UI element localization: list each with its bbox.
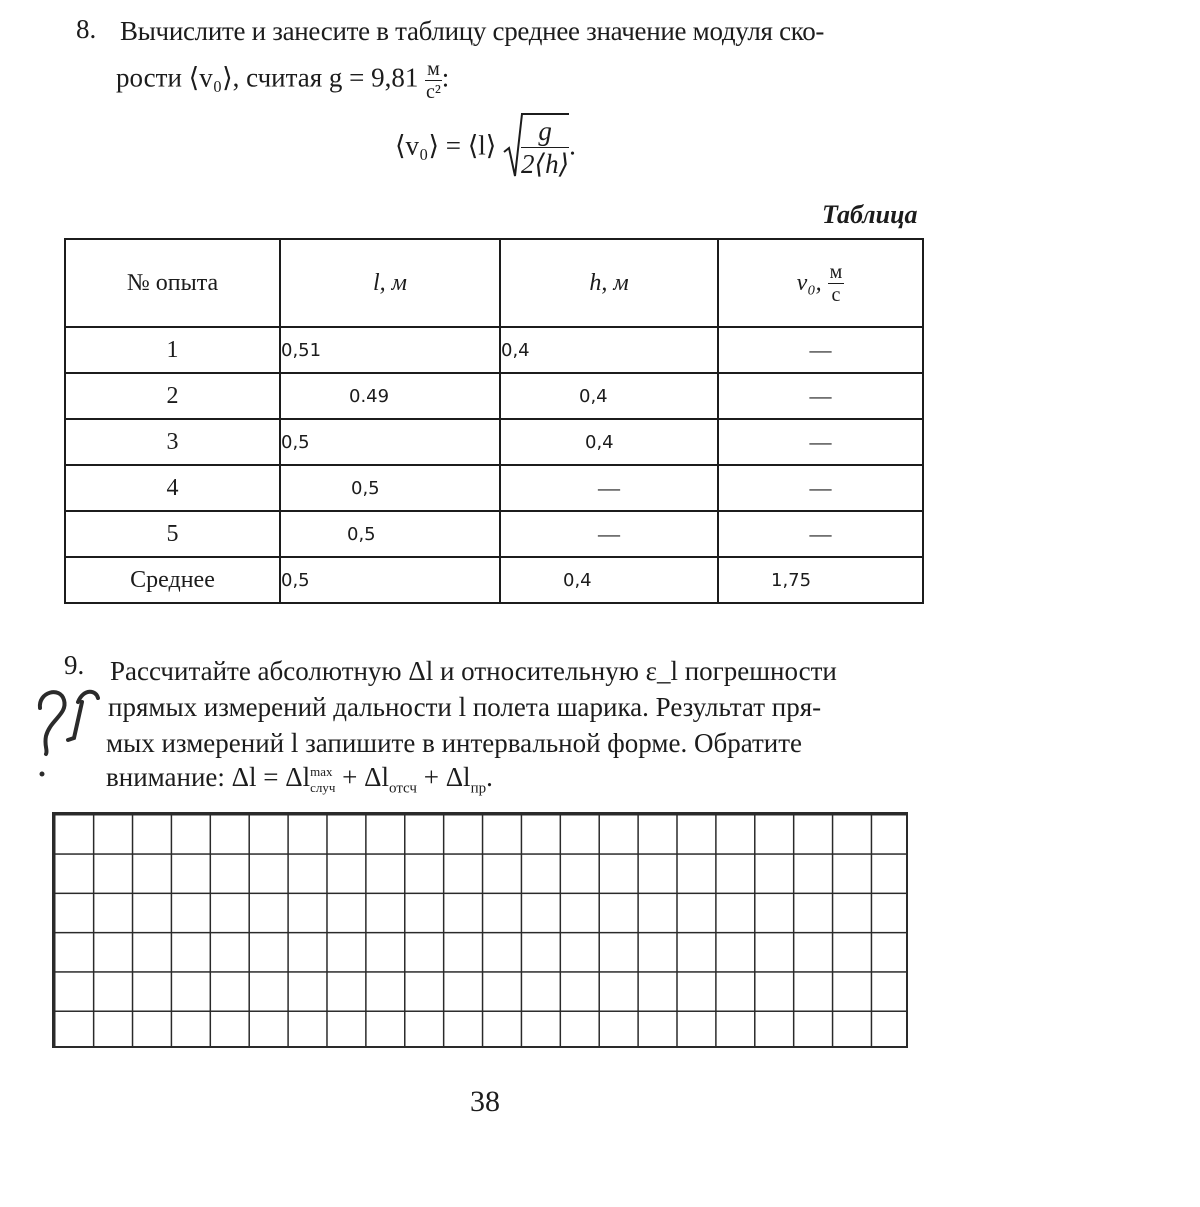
answer-grid: [52, 812, 908, 1048]
header-h-label: h, м: [589, 269, 629, 296]
sqrt-sign-icon: [503, 112, 523, 180]
header-v0: [718, 239, 923, 327]
header-v0-unit-num: м: [829, 260, 843, 283]
header-experiment-no-label: № опыта: [126, 269, 219, 296]
error-random-indices: [310, 764, 335, 796]
task-8-number: 8.: [76, 14, 97, 44]
task-8-colon: :: [441, 62, 450, 93]
plus-term-2: + Δl: [416, 762, 471, 792]
task-9-period: .: [486, 762, 493, 792]
cell-h-value: 0,4: [500, 419, 718, 465]
task-8-line-2-text: рости ⟨v₀⟩, считая g = 9,81: [116, 62, 419, 93]
cell-v0-value: —: [718, 511, 923, 557]
cell-v0-value: 1,75: [718, 557, 923, 603]
cell-v0-value: —: [718, 327, 923, 373]
formula-denominator: 2⟨h⟩: [521, 148, 570, 179]
table-row: [65, 419, 923, 465]
table-row: [65, 327, 923, 373]
table-row: [65, 557, 923, 603]
handwritten-question-mark-icon: [28, 680, 108, 780]
cell-l-value: 0.49: [280, 373, 500, 419]
formula-fraction: [521, 113, 569, 180]
cell-l-value: 0,5: [280, 511, 500, 557]
g-unit-denominator: с²: [426, 81, 441, 103]
velocity-formula: [395, 112, 576, 180]
sub-sluch: случ: [310, 779, 336, 795]
cell-experiment-no: 4: [65, 465, 280, 511]
cell-experiment-no: 2: [65, 373, 280, 419]
g-unit-fraction: [425, 58, 442, 103]
header-l: [280, 239, 500, 327]
header-v0-label: v₀,: [796, 269, 822, 296]
task-8-line-1: Вычислите и занесите в таблицу среднее значение модуля ско-: [120, 16, 825, 46]
cell-l-value: 0,5: [280, 465, 500, 511]
cell-h-value: 0,4: [500, 327, 718, 373]
sup-max: max: [310, 763, 333, 779]
task-9-line-1: Рассчитайте абсолютную Δl и относительную ε_l погрешности: [110, 656, 837, 686]
table-header-row: [65, 239, 923, 327]
task-9-line-3: мых измерений l запишите в интервальной форме. Обратите: [106, 728, 803, 758]
formula-numerator: g: [521, 115, 569, 148]
header-l-label: l, м: [373, 269, 407, 296]
results-table: [64, 238, 924, 604]
formula-period: .: [569, 130, 576, 161]
cell-experiment-no: Среднее: [65, 557, 280, 603]
task-9-number: 9.: [64, 650, 85, 680]
cell-experiment-no: 1: [65, 327, 280, 373]
cell-v0-value: —: [718, 373, 923, 419]
cell-experiment-no: 3: [65, 419, 280, 465]
formula-left: ⟨v₀⟩ = ⟨l⟩: [395, 130, 497, 161]
cell-h-value: 0,4: [500, 557, 718, 603]
header-experiment-no: [65, 239, 280, 327]
header-v0-unit-den: с: [831, 283, 841, 306]
table-row: [65, 465, 923, 511]
g-unit-numerator: м: [427, 58, 440, 80]
table-row: [65, 511, 923, 557]
sub-otsch: отсч: [389, 780, 417, 797]
header-h: [500, 239, 718, 327]
task-9-line-4-text: внимание: Δl = Δl: [106, 762, 311, 792]
cell-v0-value: —: [718, 465, 923, 511]
cell-l-value: 0,5: [280, 419, 500, 465]
cell-h-value: —: [500, 511, 718, 557]
plus-term-1: + Δl: [335, 762, 390, 792]
header-v0-unit: [828, 261, 845, 306]
task-9-line-4: [106, 760, 493, 806]
cell-v0-value: —: [718, 419, 923, 465]
cell-l-value: 0,5: [280, 557, 500, 603]
cell-experiment-no: 5: [65, 511, 280, 557]
cell-h-value: 0,4: [500, 373, 718, 419]
task-8-line-2: [116, 58, 449, 103]
table-caption: Таблица: [822, 200, 918, 229]
task-9-line-2: прямых измерений дальности l полета шарика. Результат пря-: [108, 692, 822, 722]
cell-h-value: —: [500, 465, 718, 511]
sub-pr: пр: [470, 780, 487, 797]
formula-sqrt: [503, 112, 569, 180]
cell-l-value: 0,51: [280, 327, 500, 373]
page-number: 38: [470, 1085, 500, 1118]
table-row: [65, 373, 923, 419]
